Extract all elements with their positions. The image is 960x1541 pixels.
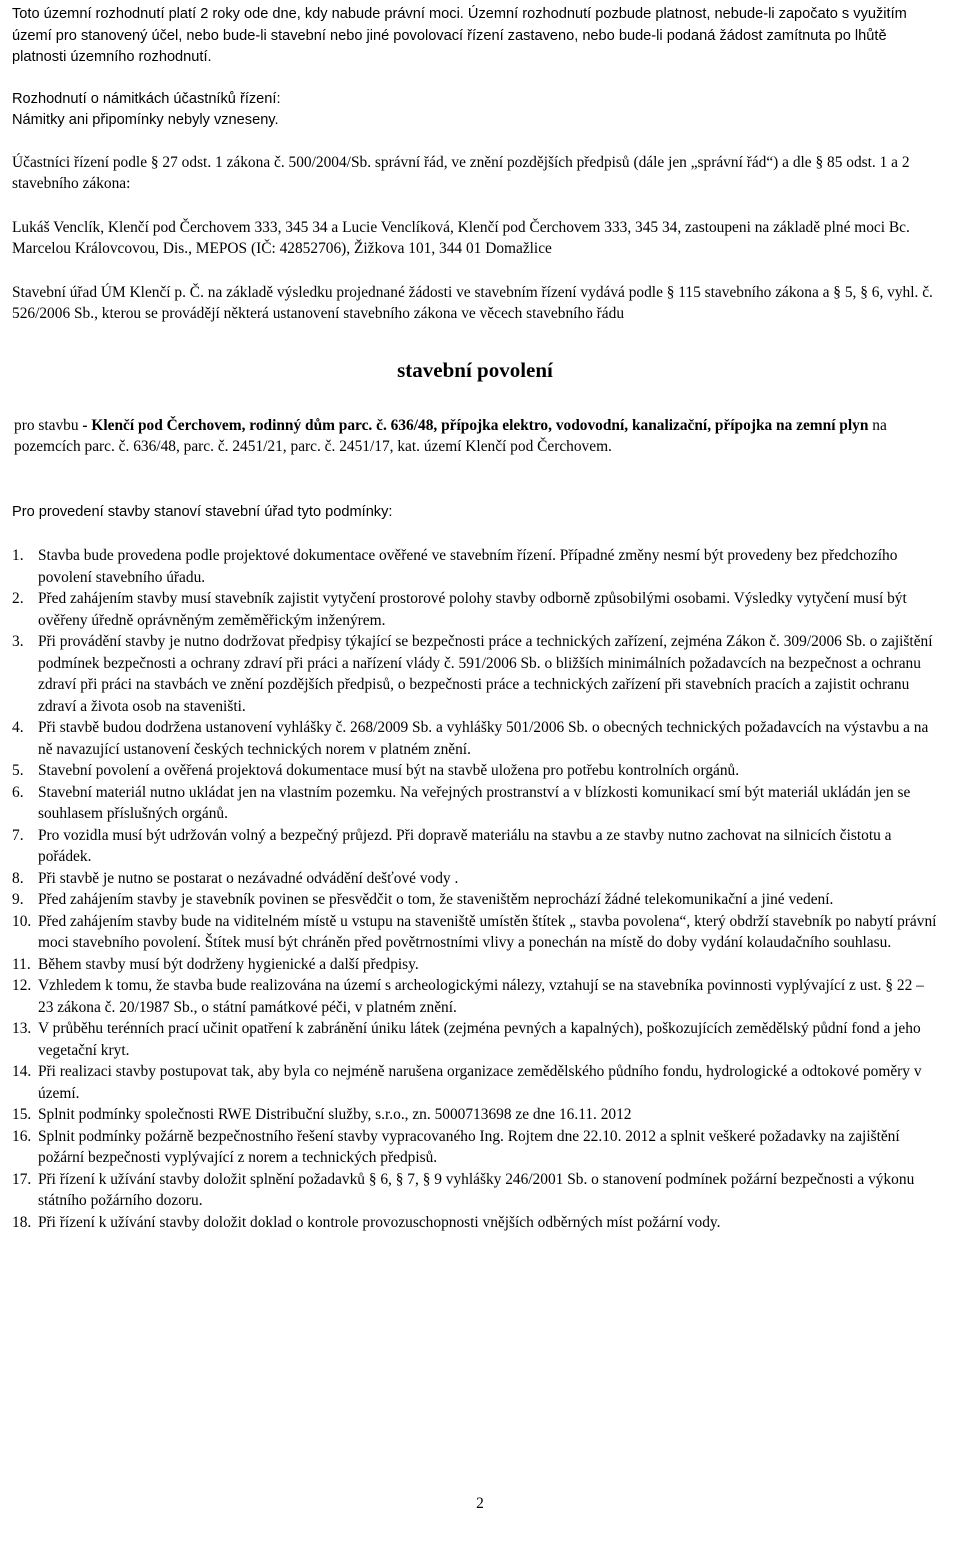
- participants-list: Lukáš Venclík, Klenčí pod Čerchovem 333, 345 34 a Lucie Venclíková, Klenčí pod Čerchovem 333, 345 34, zastoupeni na základě plné moci Bc. Marcelou Královcovou, Dis., MEPOS (IČ: 42852706), Žižkova 101, 344 01 Domažlice: [12, 218, 910, 257]
- condition-number: 2.: [12, 590, 24, 607]
- condition-text: Při stavbě je nutno se postarat o nezávadné odvádění dešťové vody .: [38, 869, 459, 887]
- condition-item: [12, 1018, 938, 1061]
- condition-number: 12.: [12, 977, 32, 994]
- condition-text: Splnit podmínky požárně bezpečnostního řešení stavby vypracovaného Ing. Rojtem dne 22.10. 2012 a splnit veškeré požadavky na zajištění požární bezpečnosti vyplývající z norem a technických předpisů.: [38, 1127, 900, 1166]
- condition-number: 18.: [12, 1213, 32, 1231]
- condition-number: 11.: [12, 955, 31, 973]
- condition-item: [12, 588, 938, 631]
- condition-item: [12, 717, 938, 760]
- condition-item: [12, 954, 938, 976]
- condition-item: [12, 545, 938, 588]
- condition-number: 17.: [12, 1170, 32, 1188]
- condition-item: [12, 1169, 938, 1212]
- condition-number: 14.: [12, 1063, 32, 1080]
- condition-text: Před zahájením stavby je stavebník povinen se přesvědčit o tom, že staveništěm neprochází žádné telekomunikační a jiné vedení.: [38, 891, 834, 908]
- condition-text: Stavba bude provedena podle projektové dokumentace ověřené ve stavebním řízení. Případné změny nesmí být provedeny bez předchozího povolení stavebního úřadu.: [38, 547, 898, 586]
- condition-text: Splnit podmínky společnosti RWE Distribuční služby, s.r.o., zn. 5000713698 ze dne 16.11. 2012: [38, 1106, 632, 1123]
- condition-text: Během stavby musí být dodrženy hygienické a další předpisy.: [38, 955, 419, 973]
- conditions-list: [12, 545, 938, 1233]
- condition-number: 8.: [12, 869, 24, 887]
- project-description: [12, 415, 938, 458]
- condition-text: Při řízení k užívání stavby doložit doklad o kontrole provozuschopnosti vnějších odběrných míst požární vody.: [38, 1213, 721, 1231]
- condition-text: Vzhledem k tomu, že stavba bude realizována na území s archeologickými nálezy, vztahují se na stavebníka povinnosti vyplývající z ust. § 22 – 23 zákona č. 20/1987 Sb., o státní památkové péči, v platném znění.: [38, 977, 924, 1016]
- project-parcels: na pozemcích parc. č. 636/48, parc. č. 2451/21, parc. č. 2451/17, kat. území Klenčí pod Čerchovem.: [14, 416, 887, 455]
- condition-text: Před zahájením stavby bude na viditelném místě u vstupu na staveniště umístěn štítek „ stavba povolena“, který obdrží stavebník po nabytí právní moci stavebního povolení. Štítek musí být chráněn před povětrnostními vlivy a ponechán na místě do doby vydání kolaudačního souhlasu.: [38, 912, 937, 951]
- condition-text: Pro vozidla musí být udržován volný a bezpečný průjezd. Při dopravě materiálu na stavbu a ze stavby nutno zachovat na silnicích čistotu a pořádek.: [38, 826, 892, 865]
- condition-item: [12, 1126, 938, 1169]
- condition-number: 15.: [12, 1106, 32, 1123]
- condition-item: [12, 782, 938, 825]
- decision-heading: stavební povolení: [397, 357, 553, 382]
- condition-item: [12, 868, 938, 890]
- conditions-intro: Pro provedení stavby stanoví stavební úřad tyto podmínky:: [12, 503, 393, 520]
- condition-number: 9.: [12, 891, 24, 908]
- condition-number: 3.: [12, 633, 24, 650]
- condition-text: Stavební materiál nutno ukládat jen na vlastním pozemku. Na veřejných prostranství a v blízkosti komunikací smí být materiál ukládán jen se souhlasem příslušných orgánů.: [38, 783, 911, 822]
- objections-text: Námitky ani připomínky nebyly vzneseny.: [12, 112, 279, 128]
- condition-number: 10.: [12, 912, 32, 930]
- condition-text: Při řízení k užívání stavby doložit splnění požadavků § 6, § 7, § 9 vyhlášky 246/2001 Sb. o stanovení podmínek požární bezpečnosti a výkonu státního požárního dozoru.: [38, 1170, 915, 1209]
- participants-intro: Účastníci řízení podle § 27 odst. 1 zákona č. 500/2004/Sb. správní řád, ve znění pozdějších předpisů (dále jen „správní řád“) a dle § 85 odst. 1 a 2 stavebního zákona:: [12, 153, 910, 192]
- condition-number: 5.: [12, 762, 24, 779]
- validity-paragraph: Toto územní rozhodnutí platí 2 roky ode dne, kdy nabude právní moci. Územní rozhodnutí pozbude platnost, nebude-li započato s využitím území pro stanovený účel, nebo bude-li stavební nebo jiné povolovací řízení zastaveno, nebo bude-li podaná žádost zamítnuta po lhůtě platnosti územního rozhodnutí.: [12, 6, 907, 65]
- objections-title: Rozhodnutí o námitkách účastníků řízení:: [12, 90, 281, 107]
- condition-text: Stavební povolení a ověřená projektová dokumentace musí být na stavbě uložena pro potřebu kontrolních orgánů.: [38, 762, 740, 779]
- page-number: 2: [476, 1495, 484, 1512]
- condition-number: 7.: [12, 826, 24, 844]
- condition-item: [12, 911, 938, 954]
- condition-item: [12, 1061, 938, 1104]
- condition-item: [12, 975, 938, 1018]
- condition-number: 13.: [12, 1020, 32, 1037]
- condition-item: [12, 825, 938, 868]
- condition-item: [12, 631, 938, 717]
- condition-number: 1.: [12, 547, 24, 564]
- condition-text: Při provádění stavby je nutno dodržovat předpisy týkající se bezpečnosti práce a technických zařízení, zejména Zákon č. 309/2006 Sb. o zajištění podmínek bezpečnosti a ochrany zdraví při práci a nařízení vlády č. 591/2006 Sb. o bližších minimálních požadavcích na bezpečnost a ochranu zdraví při práci na stavbách ve znění pozdějších předpisů, o bezpečnosti práce a technických zařízení při stavebních pracích a zajistit ochranu zdraví a života osob na staveništi.: [38, 633, 933, 715]
- condition-number: 4.: [12, 719, 24, 736]
- condition-item: [12, 889, 938, 911]
- condition-text: Při stavbě budou dodržena ustanovení vyhlášky č. 268/2009 Sb. a vyhlášky 501/2006 Sb. o obecných technických požadavcích na výstavbu a na ně navazující ustanovení českých technických norem v platném znění.: [38, 719, 929, 758]
- condition-text: Při realizaci stavby postupovat tak, aby byla co nejméně narušena organizace zemědělského půdního fondu, hydrologické a odtokové poměry v území.: [38, 1063, 922, 1102]
- condition-number: 16.: [12, 1127, 32, 1145]
- condition-item: [12, 1212, 938, 1234]
- project-title: - Klenčí pod Čerchovem, rodinný dům parc. č. 636/48, přípojka elektro, vodovodní, kanalizační, přípojka na zemní plyn: [82, 416, 869, 434]
- condition-item: [12, 760, 938, 782]
- condition-text: V průběhu terénních prací učinit opatření k zabránění úniku látek (zejména pevných a kapalných), poškozujících zemědělský půdní fond a jeho vegetační kryt.: [38, 1020, 921, 1059]
- condition-text: Před zahájením stavby musí stavebník zajistit vytyčení prostorové polohy stavby odborně způsobilými osobami. Výsledky vytyčení musí být ověřeny úředně oprávněným zeměměřickým inženýrem.: [38, 590, 907, 629]
- project-prefix: pro stavbu: [14, 416, 79, 434]
- condition-number: 6.: [12, 783, 24, 801]
- condition-item: [12, 1104, 938, 1126]
- authority-statement: Stavební úřad ÚM Klenčí p. Č. na základě výsledku projednané žádosti ve stavebním řízení vydává podle § 115 stavebního zákona a § 5, § 6, vyhl. č. 526/2006 Sb., kterou se provádějí některá ustanovení stavebního zákona ve věcech stavebního řádu: [12, 283, 933, 322]
